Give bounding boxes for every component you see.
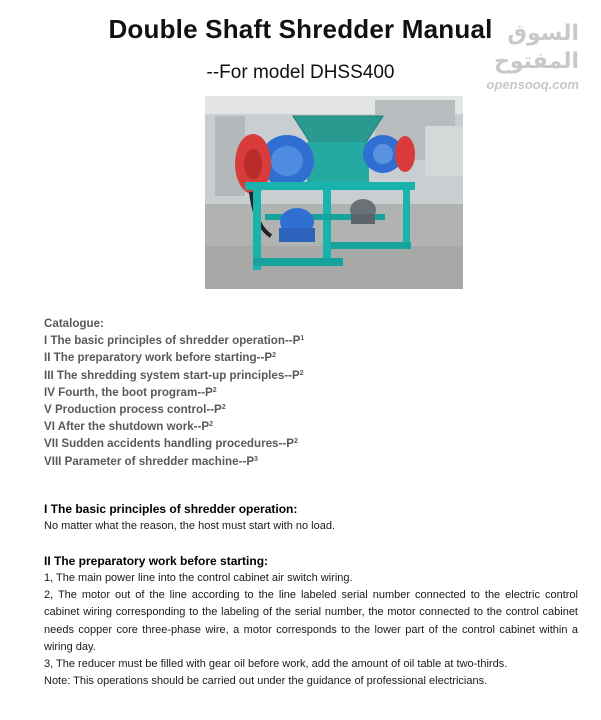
watermark: [429, 20, 579, 92]
catalogue-item: IV Fourth, the boot program-$-P^2$: [44, 385, 217, 399]
document-subtitle: --For model DHSS400: [206, 62, 395, 83]
section-heading: I The basic principles of shredder operation:: [44, 502, 298, 516]
catalogue: [44, 315, 584, 470]
paragraph: 1, The main power line into the control cabinet air switch wiring.: [44, 572, 353, 584]
catalogue-item: III The shredding system start-up principles-$-P^2$: [44, 368, 304, 382]
catalogue-item: VII Sudden accidents handling procedures-$-P^2$: [44, 437, 298, 451]
paragraph: 2, The motor out of the line according to the line labeled serial number connected to the electric control cabinet wiring corresponding to the labeling of the serial number, the motor connected to the control cabinet needs copper core three-phase wire, a motor corresponds to the lower part of the control cabinet within a wiring day.: [44, 589, 578, 653]
catalogue-item: VI After the shutdown work-$-P^2$: [44, 420, 214, 434]
catalogue-item: II The preparatory work before starting-$-P^2$: [44, 351, 276, 365]
paragraph: Note: This operations should be carried out under the guidance of professional electricians.: [44, 675, 488, 688]
catalogue-item: VIII Parameter of shredder machine-$-P^3$: [44, 454, 258, 468]
section-heading: II The preparatory work before starting:: [44, 554, 269, 568]
watermark-latin: opensooq.com: [486, 77, 579, 92]
shredder-photo: [205, 96, 463, 289]
section-basic-principles: [44, 500, 578, 535]
catalogue-item: I The basic principles of shredder operation-$-P^1$: [44, 334, 305, 348]
watermark-arabic: السوق المفتوح: [493, 21, 579, 74]
section-text: No matter what the reason, the host must start with no load.: [44, 520, 336, 532]
catalogue-heading: Catalogue:: [44, 317, 104, 330]
paragraph: 3, The reducer must be filled with gear oil before work, add the amount of oil table at two-thirds.: [44, 658, 508, 671]
catalogue-item: V Production process control-$-P^2$: [44, 403, 226, 417]
section-preparatory-work: [44, 552, 578, 690]
document-title: Double Shaft Shredder Manual: [108, 14, 493, 44]
